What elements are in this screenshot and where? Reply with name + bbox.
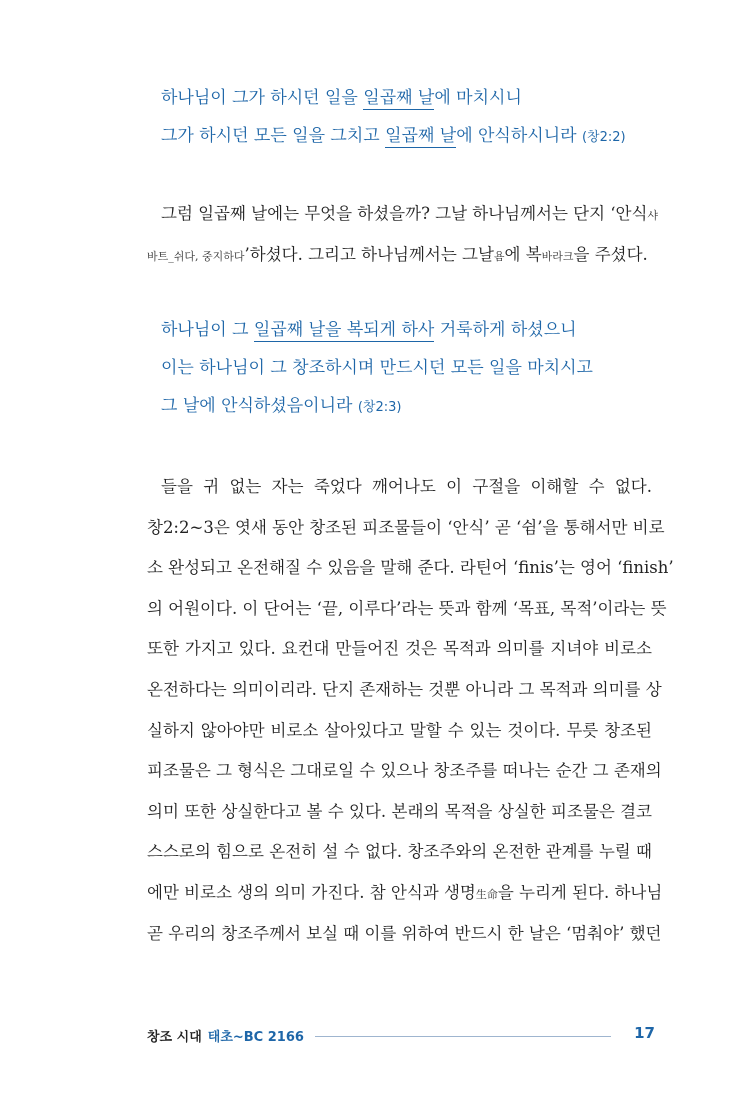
text: 에만 비로소 생의 의미 가진다. 참 안식과 생명 (147, 882, 476, 902)
underlined-text: 일곱째 날을 복되게 하사 (253, 320, 435, 340)
verse-reference: (창2:3) (357, 400, 402, 415)
text: ’하셨다. 그리고 하나님께서는 그날 (244, 244, 494, 264)
small-text: 샤 (647, 209, 659, 222)
book-section-title: 창조 시대 (147, 1030, 202, 1045)
text: 또한 가지고 있다. 요컨대 만들어진 것은 목적과 의미를 지녀야 비로소 (147, 639, 652, 659)
paragraph-2-line-9 (147, 797, 652, 838)
text: 의 어원이다. 이 단어는 ‘끝, 이루다’라는 뜻과 함께 ‘목표, 목적’이라는 뜻 (147, 598, 667, 618)
text: 하나님이 그 (161, 320, 254, 340)
page-footer (147, 1024, 655, 1048)
paragraph-2 (147, 472, 674, 959)
verse-reference: (창2:2) (581, 130, 626, 145)
paragraph-2-line-8 (147, 756, 662, 797)
small-text: 바트_쉬다, 중지하다 (147, 249, 245, 263)
text: 소 완성되고 온전해질 수 있음을 말해 준다. 라틴어 ‘finis’는 영어 ‘finish’ (147, 558, 674, 578)
text: 곧 우리의 창조주께서 보실 때 이를 위하여 반드시 한 날은 ‘멈춰야’ 했던 (147, 923, 662, 943)
paragraph-2-line-4 (147, 594, 667, 635)
paragraph-2-line-5 (147, 634, 652, 675)
paragraph-1-line-2 (147, 240, 652, 281)
paragraph-2-line-1 (147, 472, 652, 513)
underlined-text: 일곱째 날 (385, 126, 457, 146)
paragraph-1-line-1 (147, 199, 659, 240)
quote-2-line-3 (161, 392, 593, 430)
paragraph-2-line-3 (147, 553, 674, 594)
small-text: 바라크 (541, 249, 574, 263)
text: 실하지 않아야만 비로소 살아있다고 말할 수 있는 것이다. 무릇 창조된 (147, 720, 652, 740)
paragraph-2-line-6 (147, 675, 662, 716)
paragraph-2-line-12 (147, 919, 662, 960)
text: 의미 또한 상실한다고 볼 수 있다. 본래의 목적을 상실한 피조물은 결코 (147, 801, 652, 821)
text: 그 날에 안식하셨음이니라 (161, 396, 358, 416)
scripture-quote-1 (161, 84, 626, 160)
text: 을 주셨다. (573, 244, 648, 264)
footer-rule (315, 1036, 611, 1037)
quote-1-line-2 (161, 122, 626, 160)
paragraph-2-line-10 (147, 837, 652, 878)
text: 이는 하나님이 그 창조하시며 만드시던 모든 일을 마치시고 (161, 358, 593, 378)
text: 에 마치시니 (434, 88, 522, 108)
running-title (147, 1026, 304, 1045)
text: 하나님이 그가 하시던 일을 (161, 88, 364, 108)
text: 온전하다는 의미이리라. 단지 존재하는 것뿐 아니라 그 목적과 의미를 상 (147, 679, 662, 699)
underlined-text: 일곱째 날 (363, 88, 435, 108)
scripture-quote-2 (161, 316, 593, 430)
paragraph-2-line-11 (147, 878, 663, 919)
paragraph-1 (147, 199, 659, 280)
text: 에 안식하시니라 (456, 126, 582, 146)
text: 그럼 일곱째 날에는 무엇을 하셨을까? 그날 하나님께서는 단지 ‘안식 (161, 204, 648, 223)
text: 그가 하시던 모든 일을 그치고 (161, 126, 386, 146)
text: 창2:2~3은 엿새 동안 창조된 피조물들이 ‘안식’ 곧 ‘쉼’을 통해서만 비로 (147, 517, 665, 537)
quote-2-line-1 (161, 316, 593, 354)
page-number: 17 (634, 1024, 655, 1042)
text: 을 누리게 된다. 하나님 (497, 882, 663, 902)
paragraph-2-line-2 (147, 513, 665, 554)
text: 에 복 (504, 244, 542, 264)
text: 들을 귀 없는 자는 죽었다 깨어나도 이 구절을 이해할 수 없다. (161, 477, 652, 496)
small-text: 生命 (475, 887, 498, 901)
text: 스스로의 힘으로 온전히 설 수 없다. 창조주와의 온전한 관계를 누릴 때 (147, 842, 652, 862)
small-text: 욤 (493, 249, 505, 263)
quote-2-line-2 (161, 354, 593, 392)
quote-1-line-1 (161, 84, 626, 122)
paragraph-2-line-7 (147, 716, 652, 757)
text: 피조물은 그 형식은 그대로일 수 있으나 창조주를 떠나는 순간 그 존재의 (147, 761, 662, 781)
text: 거룩하게 하셨으니 (434, 320, 577, 340)
period-label: 태초~BC 2166 (207, 1030, 304, 1045)
